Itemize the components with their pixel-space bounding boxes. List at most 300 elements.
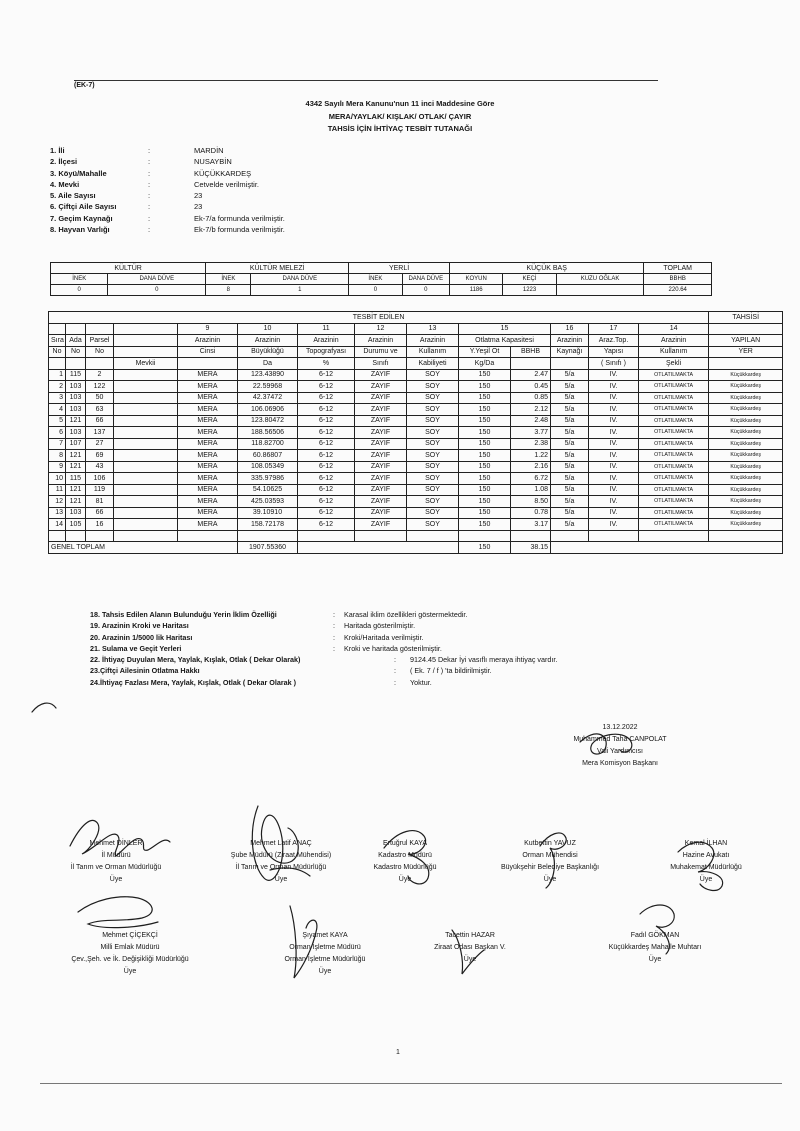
kullanim-sekli-cell: OTLATILMAKTA <box>639 507 709 519</box>
chair-role: Mera Komisyon Başkanı <box>582 760 658 767</box>
parsel-cell: 27 <box>86 438 114 450</box>
table-row <box>49 392 783 404</box>
kullanim-cell: SOY <box>407 461 459 473</box>
yer-cell: Küçükkardeş <box>709 473 783 485</box>
area-cell: 54.10625 <box>238 484 298 496</box>
kullanim-sekli-cell: OTLATILMAKTA <box>639 427 709 439</box>
col-number: 11 <box>298 323 355 335</box>
cinsi-cell: MERA <box>178 392 238 404</box>
table-row <box>49 473 783 485</box>
kaynagi-cell: 5/a <box>551 461 589 473</box>
ada-cell: 103 <box>66 381 86 393</box>
bbhb-cell: 2.38 <box>511 438 551 450</box>
title-line-2: MERA/YAYLAK/ KIŞLAK/ OTLAK/ ÇAYIR <box>328 112 472 121</box>
page-number: 1 <box>396 1049 400 1056</box>
h-mevkii: Mevkii <box>114 358 178 370</box>
bbhb-cell: 1.08 <box>511 484 551 496</box>
total-label: GENEL TOPLAM <box>49 542 238 554</box>
col-number: 14 <box>639 323 709 335</box>
member-name: Mehmet Latif ANAÇ <box>250 840 312 847</box>
kaynagi-cell: 5/a <box>551 381 589 393</box>
sinif-cell: IV. <box>589 404 639 416</box>
bbhb-cell: 8.50 <box>511 496 551 508</box>
h-kaynagi: Arazinin <box>551 335 589 347</box>
durumu-cell: ZAYIF <box>355 438 407 450</box>
h-parsel: Parsel <box>86 335 114 347</box>
kaynagi-cell: 5/a <box>551 392 589 404</box>
topografya-cell: 6-12 <box>298 519 355 531</box>
kullanim-sekli-cell: OTLATILMAKTA <box>639 369 709 381</box>
mevkii-cell <box>114 450 178 462</box>
member-name: Ertuğrul KAYA <box>382 840 428 847</box>
mevkii-cell <box>114 404 178 416</box>
document-page: (EK-7) 4342 Sayılı Mera Kanunu'nun 11 inci Maddesine Göre MERA/YAYLAK/ KIŞLAK/ OTLAK/ ÇAYIR TAHSİS İÇİN İHTİYAÇ TESBİT TUTANAĞI 1. İli : MARDİN 2. İlçesi : NUSAYBİN 3. Köyü/Mahalle : KÜÇÜKKARDEŞ 4. Mevki : Cetvelde verilmiştir. 5. Aile Sayısı : 23 6. Çiftçi Aile Sayısı : 23 7. Geçim Kaynağı : Ek-7/a formunda verilmiştir. 8. Hayvan Varlığı : Ek-7/b formunda verilmiştir. KÜLTÜR KÜLTÜR MELEZİ YERLİ KÜÇÜK BAŞ TOPLAM İNEK DANA DÜVE İNEK DANA DÜVE İNEK DANA DÜVE KOYUN KEÇİ KUZU OĞLAK BBHB 0 0 8 1 0 0 1186 1223 220.64 TESBİT EDİLEN TAHSİSİ 9 10 11 12 13 15 16 17 14 Sıra Ada Parsel Arazinin Arazinin Arazinin Arazinin Arazinin Otlatma Kapasitesi Arazinin Araz.Top. Arazinin YAPILAN No No No Cinsi Büyüklüğü Topografyası Durumu ve Kullanım Y.Yeşil Ot BBHB Kaynağı Yapısı Kullanım YER Mevkii Da % Sınıfı Kabiliyeti Kg/Da ( Sınıfı ) Şekli 1 115 2 MERA 123.43890 6-12 ZAYIF SOY 150 2.47 5/a IV. OTLATILMAKTA Küçükkardeş 2 103 122 MERA 22.59968 6-12 ZAYIF SOY 150 0.45 5/a IV. OTLATILMAKTA Küçükkardeş 3 103 50 MERA 42.37472 6-12 ZAYIF SOY 150 0.85 5/a IV. OTLATILMAKTA Küçükkardeş 4 103 63 MERA 106.06906 6-12 ZAYIF SOY 150 2.12 5/a IV. OTLATILMAKTA Küçükkardeş 5 121 66 MERA 123.80472 6-12 ZAYIF SOY 150 2.48 5/a IV. OTLATILMAKTA Küçükkardeş 6 103 137 MERA 188.56506 6-12 ZAYIF SOY 150 3.77 5/a IV. OTLATILMAKTA Küçükkardeş 7 107 27 MERA 118.82700 6-12 ZAYIF SOY 150 2.38 5/a IV. OTLATILMAKTA Küçükkardeş 8 121 69 MERA 60.86807 6-12 ZAYIF SOY 150 1.22 5/a IV. OTLATILMAKTA Küçükkardeş 9 121 43 MERA 108.05349 6-12 ZAYIF SOY 150 2.16 5/a IV. OTLATILMAKTA Küçükkardeş 10 115 106 MERA 335.97986 6-12 ZAYIF SOY 150 6.72 5/a IV. OTLATILMAKTA Küçükkardeş 11 121 119 MERA 54.10625 6-12 ZAYIF SOY 150 1.08 5/a IV. OTLATILMAKTA Küçükkardeş 12 121 81 MERA 425.03593 6-12 ZAYIF SOY 150 8.50 5/a IV. OTLATILMAKTA Küçükkardeş 13 103 66 MERA 39.10910 6-12 ZAYIF SOY 150 0.78 5/a IV. OTLATILMAKTA Küçükkardeş 14 105 16 MERA 158.72178 6-12 ZAYIF SOY 150 3.17 5/a IV. OTLATILMAKTA Küçükkardeş GENEL TOPLAM 1907.55360 150 38.15 18. Tahsis Edilen Alanın Bulunduğu Yerin İklim Özelliği : Karasal iklim özellikleri göstermektedir. 19. Arazinin Kroki ve Haritası : Haritada gösterilmiştir. 20. Arazinin 1/5000 lik Haritası : Kroki/Haritada verilmiştir. 21. Sulama ve Geçit Yerleri : Kroki ve haritada gösterilmiştir. 22. İhtiyaç Duyulan Mera, Yaylak, Kışlak, Otlak ( Dekar Olarak) : 9124.45 Dekar İyi vasıflı meraya ihtiyaç vardır. 23.Çiftçi Ailesinin Otlatma Hakkı : ( Ek. 7 / f ) 'ta bildirilmiştir. 24.İhtiyaç Fazlası Mera, Yaylak, Kışlak, Otlak ( Dekar Olarak ) : Yoktur. 13.12.2022 Muhammed Taha CANPOLAT Vali Yardımcısı Mera Komisyon Başkanı Mehmet DİNLER İl Müdürü İl Tarım ve Orman Müdürlüğü Üye Mehmet Latif ANAÇ Şube Müdürü (Ziraat Mühendisi) İl Tarım ve Orman Müdürlüğü Üye Ertuğrul KAYA Kadastro Müdürü Kadastro Müdürlüğü Üye Kutbettin YAVUZ Orman Mühendisi Büyükşehir Belediye Başkanlığı Üye Kemal İLHAN Hazine Avukatı Muhakemat Müdürlüğü Üye Mehmet ÇİÇEKÇİ Milli Emlak Müdürü Çev.,Şeh. ve İk. Değişikliği Müdürlüğü Üye Şıyamet KAYA Orman İşletme Müdürü Orman İşletme Müdürlüğü Üye Tacettin HAZAR Ziraat Odası Başkan V. Üye Fadıl GÖKMAN Küçükkardeş Mahalle Muhtarı Üye 1 <box>0 0 800 1131</box>
parsel-cell: 63 <box>86 404 114 416</box>
kullanim-cell: SOY <box>407 392 459 404</box>
durumu-cell: ZAYIF <box>355 392 407 404</box>
group-toplam: TOPLAM <box>644 263 712 274</box>
sira-cell: 3 <box>49 392 66 404</box>
yesil-ot-cell: 150 <box>459 473 511 485</box>
member-name: Kutbettin YAVUZ <box>524 840 576 847</box>
kaynagi-cell: 5/a <box>551 507 589 519</box>
yesil-ot-cell: 150 <box>459 507 511 519</box>
topografya-cell: 6-12 <box>298 369 355 381</box>
area-cell: 108.05349 <box>238 461 298 473</box>
subheader-cell: İNEK <box>51 274 108 285</box>
col-number: 16 <box>551 323 589 335</box>
bbhb-cell: 6.72 <box>511 473 551 485</box>
spacer-row <box>49 530 783 542</box>
kullanim-cell: SOY <box>407 369 459 381</box>
yer-cell: Küçükkardeş <box>709 519 783 531</box>
table-row <box>49 484 783 496</box>
area-cell: 106.06906 <box>238 404 298 416</box>
mevkii-cell <box>114 427 178 439</box>
sinif-cell: IV. <box>589 427 639 439</box>
durumu-cell: ZAYIF <box>355 461 407 473</box>
kullanim-sekli-cell: OTLATILMAKTA <box>639 484 709 496</box>
cinsi-cell: MERA <box>178 369 238 381</box>
group-kultur-melezi: KÜLTÜR MELEZİ <box>206 263 349 274</box>
h-yesil: Y.Yeşil Ot <box>459 346 511 358</box>
sinif-cell: IV. <box>589 450 639 462</box>
col-number: 10 <box>238 323 298 335</box>
kaynagi-cell: 5/a <box>551 404 589 416</box>
kullanim-cell: SOY <box>407 473 459 485</box>
ada-cell: 121 <box>66 496 86 508</box>
durumu-cell: ZAYIF <box>355 496 407 508</box>
sira-cell: 5 <box>49 415 66 427</box>
parsel-cell: 119 <box>86 484 114 496</box>
parsel-cell: 43 <box>86 461 114 473</box>
yesil-ot-cell: 150 <box>459 415 511 427</box>
sira-cell: 7 <box>49 438 66 450</box>
animal-value: 0 <box>108 285 206 296</box>
topografya-cell: 6-12 <box>298 484 355 496</box>
mevkii-cell <box>114 369 178 381</box>
cinsi-cell: MERA <box>178 415 238 427</box>
area-cell: 188.56506 <box>238 427 298 439</box>
yer-cell: Küçükkardeş <box>709 369 783 381</box>
durumu-cell: ZAYIF <box>355 450 407 462</box>
ada-cell: 121 <box>66 461 86 473</box>
yesil-ot-cell: 150 <box>459 427 511 439</box>
member-signature-block: Kutbettin YAVUZ Orman Mühendisi Büyükşehir Belediye Başkanlığı Üye <box>470 838 630 886</box>
bbhb-cell: 0.78 <box>511 507 551 519</box>
parsel-cell: 81 <box>86 496 114 508</box>
area-cell: 123.43890 <box>238 369 298 381</box>
yer-cell: Küçükkardeş <box>709 450 783 462</box>
kullanim-cell: SOY <box>407 427 459 439</box>
sira-cell: 13 <box>49 507 66 519</box>
animal-values-row <box>51 285 712 296</box>
mevkii-cell <box>114 415 178 427</box>
table-row <box>49 519 783 531</box>
ada-cell: 121 <box>66 484 86 496</box>
topografya-cell: 6-12 <box>298 473 355 485</box>
sinif-cell: IV. <box>589 392 639 404</box>
yer-cell: Küçükkardeş <box>709 404 783 416</box>
kullanim-sekli-cell: OTLATILMAKTA <box>639 415 709 427</box>
sira-cell: 9 <box>49 461 66 473</box>
member-signature-block: Şıyamet KAYA Orman İşletme Müdürü Orman İşletme Müdürlüğü Üye <box>250 930 400 978</box>
sira-cell: 11 <box>49 484 66 496</box>
kaynagi-cell: 5/a <box>551 369 589 381</box>
kullanim-sekli-cell: OTLATILMAKTA <box>639 519 709 531</box>
member-name: Mehmet ÇİÇEKÇİ <box>102 932 158 939</box>
animal-table <box>50 262 712 296</box>
subheader-cell: İNEK <box>206 274 251 285</box>
kaynagi-cell: 5/a <box>551 484 589 496</box>
table-row <box>49 438 783 450</box>
sira-cell: 10 <box>49 473 66 485</box>
animal-subheader-row <box>51 274 712 285</box>
kaynagi-cell: 5/a <box>551 415 589 427</box>
header-row-1 <box>49 312 783 324</box>
yesil-ot-cell: 150 <box>459 404 511 416</box>
subheader-cell: KEÇİ <box>503 274 556 285</box>
subheader-cell: DANA DÜVE <box>108 274 206 285</box>
tahsisi-header: TAHSİSİ <box>709 312 783 324</box>
topografya-cell: 6-12 <box>298 507 355 519</box>
col-number: 12 <box>355 323 407 335</box>
total-blank <box>551 542 783 554</box>
h-ada: Ada <box>66 335 86 347</box>
h-sira: Sıra <box>49 335 66 347</box>
sinif-cell: IV. <box>589 507 639 519</box>
subheader-cell: KOYUN <box>449 274 502 285</box>
ada-cell: 115 <box>66 369 86 381</box>
kullanim-sekli-cell: OTLATILMAKTA <box>639 473 709 485</box>
h-otlatma: Otlatma Kapasitesi <box>459 335 551 347</box>
topografya-cell: 6-12 <box>298 461 355 473</box>
parsel-cell: 106 <box>86 473 114 485</box>
member-name: Mehmet DİNLER <box>89 840 143 847</box>
cinsi-cell: MERA <box>178 473 238 485</box>
sinif-cell: IV. <box>589 438 639 450</box>
col-number: 13 <box>407 323 459 335</box>
cinsi-cell: MERA <box>178 438 238 450</box>
kullanim-sekli-cell: OTLATILMAKTA <box>639 392 709 404</box>
durumu-cell: ZAYIF <box>355 484 407 496</box>
yer-cell: Küçükkardeş <box>709 496 783 508</box>
topografya-cell: 6-12 <box>298 427 355 439</box>
mevkii-cell <box>114 507 178 519</box>
total-row <box>49 542 783 554</box>
sira-cell: 14 <box>49 519 66 531</box>
animal-value: 0 <box>402 285 449 296</box>
kullanim-sekli-cell: OTLATILMAKTA <box>639 496 709 508</box>
h-yapilan: YAPILAN <box>709 335 783 347</box>
document-code: (EK-7) <box>74 82 95 89</box>
ada-cell: 121 <box>66 450 86 462</box>
parsel-cell: 66 <box>86 507 114 519</box>
cinsi-cell: MERA <box>178 427 238 439</box>
kullanim-sekli-cell: OTLATILMAKTA <box>639 404 709 416</box>
sinif-cell: IV. <box>589 369 639 381</box>
top-rule <box>74 80 658 81</box>
yer-cell: Küçükkardeş <box>709 438 783 450</box>
total-bbhb: 38.15 <box>511 542 551 554</box>
kullanim-cell: SOY <box>407 381 459 393</box>
col-number: 9 <box>178 323 238 335</box>
table-row <box>49 461 783 473</box>
kullanim-cell: SOY <box>407 450 459 462</box>
tesbit-edilen-header: TESBİT EDİLEN <box>49 312 709 324</box>
sinif-cell: IV. <box>589 381 639 393</box>
topografya-cell: 6-12 <box>298 450 355 462</box>
cinsi-cell: MERA <box>178 404 238 416</box>
durumu-cell: ZAYIF <box>355 473 407 485</box>
total-blank <box>298 542 459 554</box>
bbhb-cell: 0.45 <box>511 381 551 393</box>
subheader-cell: KUZU OĞLAK <box>556 274 644 285</box>
topografya-cell: 6-12 <box>298 392 355 404</box>
area-cell: 60.86807 <box>238 450 298 462</box>
parcel-table-body <box>49 312 783 554</box>
area-cell: 425.03593 <box>238 496 298 508</box>
header-row-4: No No No Cinsi Büyüklüğü Topografyası Durumu ve Kullanım Y.Yeşil Ot BBHB Kaynağı Yapısı Kullanım YER <box>49 346 783 358</box>
member-signature-block: Fadıl GÖKMAN Küçükkardeş Mahalle Muhtarı Üye <box>570 930 740 966</box>
table-row <box>49 369 783 381</box>
yesil-ot-cell: 150 <box>459 484 511 496</box>
header-row-3 <box>49 335 783 347</box>
sira-cell: 4 <box>49 404 66 416</box>
kaynagi-cell: 5/a <box>551 519 589 531</box>
bbhb-cell: 2.16 <box>511 461 551 473</box>
cinsi-cell: MERA <box>178 381 238 393</box>
kullanim-sekli-cell: OTLATILMAKTA <box>639 461 709 473</box>
mevkii-cell <box>114 496 178 508</box>
member-signature-block: Tacettin HAZAR Ziraat Odası Başkan V. Üye <box>400 930 540 966</box>
mevkii-cell <box>114 484 178 496</box>
durumu-cell: ZAYIF <box>355 369 407 381</box>
h-kullanim-sekli: Arazinin <box>639 335 709 347</box>
area-cell: 39.10910 <box>238 507 298 519</box>
cinsi-cell: MERA <box>178 450 238 462</box>
yer-cell: Küçükkardeş <box>709 427 783 439</box>
ada-cell: 103 <box>66 427 86 439</box>
yesil-ot-cell: 150 <box>459 369 511 381</box>
yer-cell: Küçükkardeş <box>709 507 783 519</box>
mevkii-cell <box>114 461 178 473</box>
area-cell: 118.82700 <box>238 438 298 450</box>
chair-name: Muhammed Taha CANPOLAT <box>573 736 667 743</box>
bbhb-cell: 3.17 <box>511 519 551 531</box>
ada-cell: 105 <box>66 519 86 531</box>
mevkii-cell <box>114 519 178 531</box>
yer-cell: Küçükkardeş <box>709 461 783 473</box>
table-row <box>49 507 783 519</box>
member-signature-block: Ertuğrul KAYA Kadastro Müdürü Kadastro Müdürlüğü Üye <box>350 838 460 886</box>
bbhb-cell: 2.48 <box>511 415 551 427</box>
yesil-ot-cell: 150 <box>459 450 511 462</box>
h-topografya: Arazinin <box>298 335 355 347</box>
area-cell: 158.72178 <box>238 519 298 531</box>
mevkii-cell <box>114 473 178 485</box>
yesil-ot-cell: 150 <box>459 461 511 473</box>
kullanim-cell: SOY <box>407 484 459 496</box>
sinif-cell: IV. <box>589 496 639 508</box>
topografya-cell: 6-12 <box>298 415 355 427</box>
sira-cell: 8 <box>49 450 66 462</box>
subheader-cell: DANA DÜVE <box>402 274 449 285</box>
parcel-table <box>48 311 783 554</box>
topografya-cell: 6-12 <box>298 496 355 508</box>
total-area: 1907.55360 <box>238 542 298 554</box>
parsel-cell: 137 <box>86 427 114 439</box>
kullanim-cell: SOY <box>407 404 459 416</box>
chair-title: Vali Yardımcısı <box>597 748 643 755</box>
kullanim-cell: SOY <box>407 507 459 519</box>
h-araz-top: Araz.Top. <box>589 335 639 347</box>
topografya-cell: 6-12 <box>298 438 355 450</box>
member-signature-block: Kemal İLHAN Hazine Avukatı Muhakemat Müdürlüğü Üye <box>636 838 776 886</box>
ada-cell: 103 <box>66 392 86 404</box>
h-buyuklugu: Arazinin <box>238 335 298 347</box>
animal-group-row <box>51 263 712 274</box>
topografya-cell: 6-12 <box>298 404 355 416</box>
sinif-cell: IV. <box>589 415 639 427</box>
header-row-5: Mevkii Da % Sınıfı Kabiliyeti Kg/Da ( Sınıfı ) Şekli <box>49 358 783 370</box>
yesil-ot-cell: 150 <box>459 496 511 508</box>
durumu-cell: ZAYIF <box>355 519 407 531</box>
yesil-ot-cell: 150 <box>459 519 511 531</box>
area-cell: 22.59968 <box>238 381 298 393</box>
title-line-3: TAHSİS İÇİN İHTİYAÇ TESBİT TUTANAĞI <box>327 124 473 133</box>
durumu-cell: ZAYIF <box>355 507 407 519</box>
bbhb-cell: 2.12 <box>511 404 551 416</box>
table-row <box>49 450 783 462</box>
subheader-cell: DANA DÜVE <box>251 274 349 285</box>
yer-cell: Küçükkardeş <box>709 392 783 404</box>
subheader-cell: İNEK <box>349 274 402 285</box>
sinif-cell: IV. <box>589 484 639 496</box>
durumu-cell: ZAYIF <box>355 404 407 416</box>
kullanim-sekli-cell: OTLATILMAKTA <box>639 381 709 393</box>
animal-value: 1 <box>251 285 349 296</box>
member-name: Fadıl GÖKMAN <box>630 932 680 939</box>
ada-cell: 103 <box>66 404 86 416</box>
mevkii-cell <box>114 381 178 393</box>
bottom-rule <box>40 1083 782 1084</box>
yesil-ot-cell: 150 <box>459 381 511 393</box>
durumu-cell: ZAYIF <box>355 381 407 393</box>
animal-value: 220.64 <box>644 285 712 296</box>
parsel-cell: 16 <box>86 519 114 531</box>
ada-cell: 107 <box>66 438 86 450</box>
animal-value: 1223 <box>503 285 556 296</box>
yer-cell: Küçükkardeş <box>709 484 783 496</box>
header-row-2 <box>49 323 783 335</box>
member-name: Tacettin HAZAR <box>445 932 495 939</box>
table-row <box>49 496 783 508</box>
kaynagi-cell: 5/a <box>551 473 589 485</box>
sira-cell: 2 <box>49 381 66 393</box>
subheader-cell: BBHB <box>644 274 712 285</box>
kullanim-sekli-cell: OTLATILMAKTA <box>639 438 709 450</box>
table-row <box>49 404 783 416</box>
h-cinsi: Arazinin <box>178 335 238 347</box>
animal-value: 0 <box>51 285 108 296</box>
kaynagi-cell: 5/a <box>551 427 589 439</box>
kullanim-cell: SOY <box>407 438 459 450</box>
sira-cell: 12 <box>49 496 66 508</box>
group-kucuk-bas: KÜÇÜK BAŞ <box>449 263 643 274</box>
member-signature-block: Mehmet Latif ANAÇ Şube Müdürü (Ziraat Mühendisi) İl Tarım ve Orman Müdürlüğü Üye <box>196 838 366 886</box>
kullanim-cell: SOY <box>407 415 459 427</box>
kullanim-cell: SOY <box>407 519 459 531</box>
kullanim-cell: SOY <box>407 496 459 508</box>
parsel-cell: 50 <box>86 392 114 404</box>
sira-cell: 1 <box>49 369 66 381</box>
chair-signature-block <box>520 722 720 770</box>
parsel-cell: 2 <box>86 369 114 381</box>
group-yerli: YERLİ <box>349 263 450 274</box>
sinif-cell: IV. <box>589 461 639 473</box>
durumu-cell: ZAYIF <box>355 415 407 427</box>
h-bbhb: BBHB <box>511 346 551 358</box>
animal-value: 0 <box>349 285 402 296</box>
cinsi-cell: MERA <box>178 461 238 473</box>
table-row <box>49 381 783 393</box>
bbhb-cell: 3.77 <box>511 427 551 439</box>
total-yesil: 150 <box>459 542 511 554</box>
kaynagi-cell: 5/a <box>551 496 589 508</box>
h-kullanim: Arazinin <box>407 335 459 347</box>
mevkii-cell <box>114 392 178 404</box>
parsel-cell: 69 <box>86 450 114 462</box>
cinsi-cell: MERA <box>178 507 238 519</box>
cinsi-cell: MERA <box>178 496 238 508</box>
cinsi-cell: MERA <box>178 519 238 531</box>
area-cell: 42.37472 <box>238 392 298 404</box>
ada-cell: 103 <box>66 507 86 519</box>
title-line-1: 4342 Sayılı Mera Kanunu'nun 11 inci Maddesine Göre <box>305 99 495 108</box>
bbhb-cell: 2.47 <box>511 369 551 381</box>
group-kultur: KÜLTÜR <box>51 263 206 274</box>
parsel-cell: 122 <box>86 381 114 393</box>
h-durumu: Arazinin <box>355 335 407 347</box>
yer-cell: Küçükkardeş <box>709 381 783 393</box>
animal-value: 8 <box>206 285 251 296</box>
signature-date: 13.12.2022 <box>602 724 638 731</box>
kullanim-sekli-cell: OTLATILMAKTA <box>639 450 709 462</box>
col-number: 15 <box>459 323 551 335</box>
area-cell: 335.97986 <box>238 473 298 485</box>
bbhb-cell: 1.22 <box>511 450 551 462</box>
